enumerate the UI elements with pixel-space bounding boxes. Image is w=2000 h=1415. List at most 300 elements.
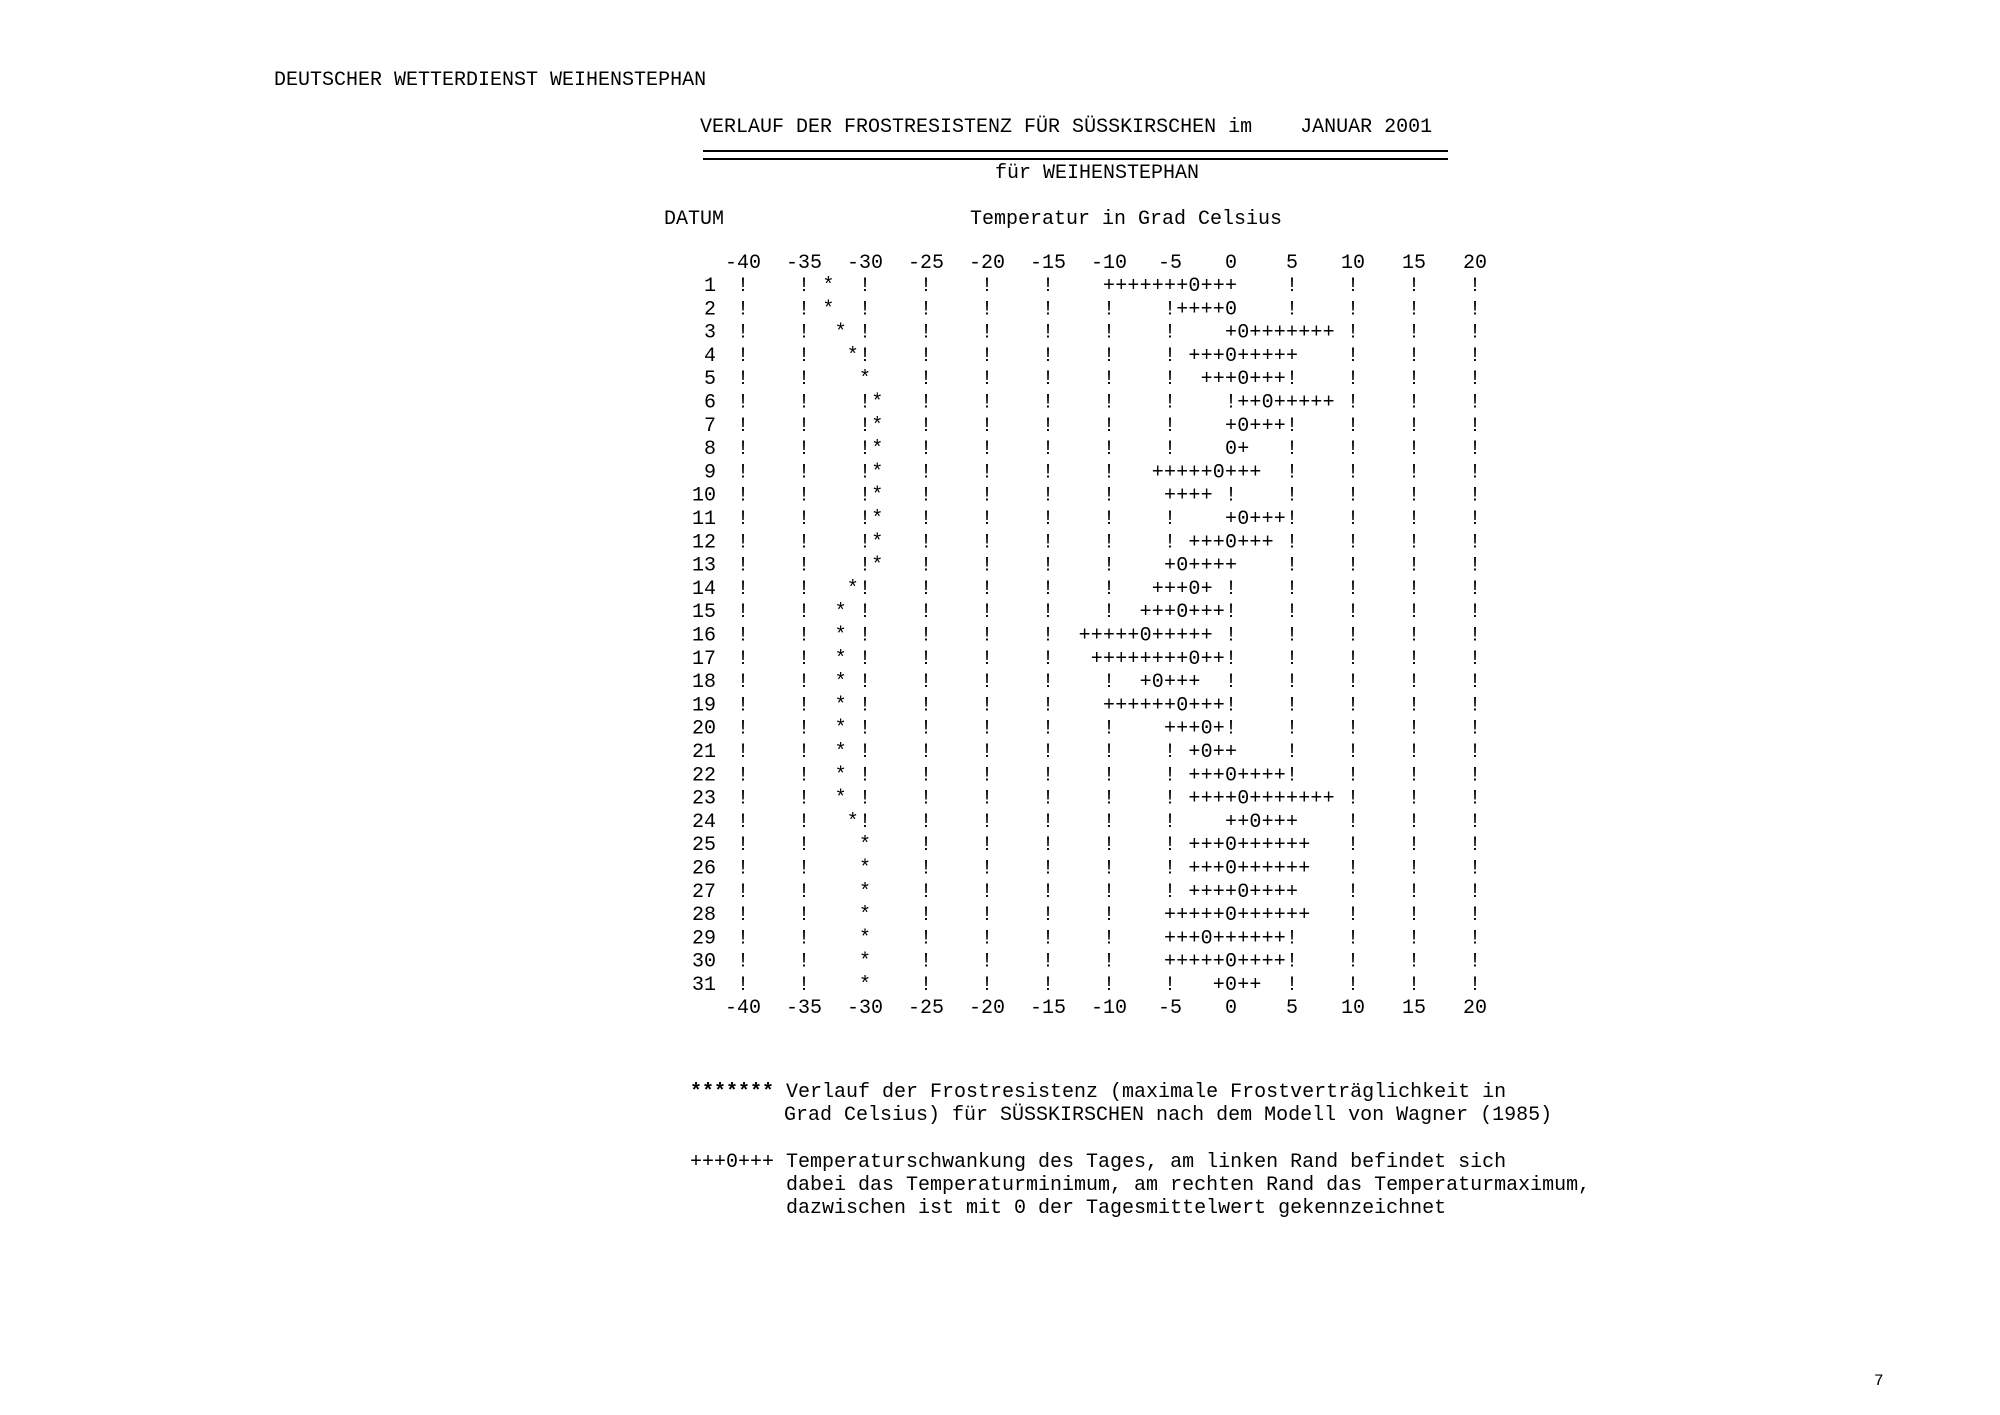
grid-marker: ! [1468, 414, 1482, 438]
day-label: 8 [703, 438, 716, 462]
temp-range-mark: + [1273, 857, 1286, 881]
x-tick-label-top: -15 [1029, 252, 1067, 275]
temp-range-mark: + [1237, 904, 1250, 928]
temp-range-mark: + [1273, 787, 1286, 811]
grid-marker: ! [736, 577, 750, 601]
grid-marker: ! [919, 904, 933, 928]
grid-marker: ! [858, 624, 872, 648]
grid-marker: ! [1346, 927, 1360, 951]
grid-marker: ! [1285, 764, 1299, 788]
temp-range-mark: + [1200, 484, 1213, 508]
grid-marker: ! [736, 484, 750, 508]
day-label: 16 [691, 624, 716, 648]
day-label: 15 [691, 601, 716, 625]
temp-range-mark: + [1212, 717, 1225, 741]
grid-marker: ! [858, 787, 872, 811]
x-tick-label-top: -20 [968, 252, 1006, 275]
x-tick-label-bottom: -5 [1157, 997, 1183, 1020]
day-label: 6 [703, 391, 716, 415]
temp-mean-point: 0 [1224, 950, 1238, 974]
grid-marker: ! [980, 438, 994, 462]
grid-marker: ! [1346, 508, 1360, 531]
grid-marker: ! [1346, 810, 1360, 834]
temp-mean-point: 0 [1176, 694, 1189, 718]
grid-marker: ! [797, 834, 811, 858]
x-tick-label-bottom: 10 [1340, 997, 1366, 1020]
x-tick-label-bottom: 0 [1224, 997, 1238, 1020]
temp-range-mark: + [1298, 904, 1311, 928]
grid-marker: ! [1102, 787, 1116, 811]
grid-marker: ! [797, 624, 811, 648]
temp-range-mark: + [1322, 391, 1335, 415]
grid-marker: ! [1407, 391, 1421, 415]
temp-mean-point: 0 [1237, 414, 1250, 438]
temp-range-mark: + [1188, 741, 1201, 764]
x-tick-label-top: -35 [785, 252, 823, 275]
grid-marker: ! [1041, 694, 1055, 718]
grid-marker: ! [1102, 508, 1116, 531]
grid-marker: ! [1346, 717, 1360, 741]
grid-marker: ! [1163, 834, 1177, 858]
temp-mean-point: 0 [1188, 577, 1201, 601]
grid-marker: ! [858, 298, 872, 322]
grid-marker: ! [919, 414, 933, 438]
temp-mean-point: 0 [1200, 717, 1213, 741]
legend-temperature-text-1: Temperaturschwankung des Tages, am linken Rand befindet sich [786, 1151, 1507, 1174]
temp-range-mark: + [1237, 857, 1250, 881]
grid-marker: ! [1285, 671, 1299, 695]
temp-range-mark: + [1261, 810, 1274, 834]
grid-marker: ! [1285, 508, 1299, 531]
x-axis-title: Temperatur in Grad Celsius [970, 208, 1283, 231]
temp-range-mark: + [1115, 275, 1128, 298]
temp-range-mark: + [1176, 577, 1189, 601]
temp-range-mark: + [1200, 298, 1213, 322]
temp-range-mark: + [1224, 554, 1238, 578]
temp-range-mark: + [1237, 438, 1250, 462]
grid-marker: ! [797, 764, 811, 788]
grid-marker: ! [797, 484, 811, 508]
grid-marker: ! [1407, 647, 1421, 671]
temp-range-mark: + [1285, 857, 1299, 881]
temp-range-mark: + [1163, 904, 1177, 928]
frost-resistance-point: * [834, 624, 847, 648]
temp-range-mark: + [1322, 321, 1335, 345]
day-label: 23 [691, 787, 716, 811]
day-label: 25 [691, 834, 716, 858]
grid-marker: ! [797, 927, 811, 951]
temp-mean-point: 0 [1188, 275, 1201, 298]
grid-marker: ! [1041, 950, 1055, 974]
frost-resistance-point: * [846, 344, 859, 368]
grid-marker: ! [1163, 857, 1177, 881]
grid-marker: ! [797, 344, 811, 368]
temp-range-mark: + [1298, 391, 1311, 415]
x-tick-label-top: -10 [1090, 252, 1128, 275]
day-label: 22 [691, 764, 716, 788]
temp-range-mark: + [1261, 927, 1274, 951]
grid-marker: ! [1041, 904, 1055, 928]
grid-marker: ! [1468, 484, 1482, 508]
grid-marker: ! [980, 414, 994, 438]
grid-marker: ! [736, 671, 750, 695]
temp-range-mark: + [1200, 601, 1213, 625]
temp-range-mark: + [1261, 321, 1274, 345]
grid-marker: ! [980, 624, 994, 648]
temp-range-mark: + [1139, 671, 1152, 695]
temp-range-mark: + [1115, 647, 1128, 671]
grid-marker: ! [1163, 764, 1177, 788]
temp-range-mark: + [1163, 577, 1177, 601]
grid-marker: ! [1041, 321, 1055, 345]
grid-marker: ! [919, 344, 933, 368]
grid-marker: ! [980, 810, 994, 834]
grid-marker: ! [1041, 671, 1055, 695]
grid-marker: ! [1163, 508, 1177, 531]
grid-marker: ! [919, 601, 933, 625]
x-tick-label-top: -25 [907, 252, 945, 275]
temp-range-mark: + [1224, 321, 1238, 345]
grid-marker: ! [1346, 368, 1360, 392]
temp-range-mark: + [1200, 344, 1213, 368]
grid-marker: ! [1285, 601, 1299, 625]
temp-range-mark: + [1188, 950, 1201, 974]
grid-marker: ! [797, 694, 811, 718]
grid-marker: ! [1285, 438, 1299, 462]
grid-marker: ! [1285, 531, 1299, 555]
grid-marker: ! [1407, 577, 1421, 601]
grid-marker: ! [1041, 764, 1055, 788]
day-label: 24 [691, 810, 716, 834]
day-label: 7 [703, 414, 716, 438]
grid-marker: ! [797, 531, 811, 555]
temp-range-mark: + [1249, 857, 1262, 881]
day-label: 1 [703, 275, 716, 298]
frost-resistance-point: * [846, 810, 859, 834]
grid-marker: ! [1407, 368, 1421, 392]
grid-marker: ! [797, 368, 811, 392]
temp-range-mark: + [1176, 927, 1189, 951]
grid-marker: ! [858, 438, 872, 462]
grid-marker: ! [980, 741, 994, 764]
x-tick-label-bottom: 20 [1462, 997, 1488, 1020]
grid-marker: ! [1041, 647, 1055, 671]
grid-marker: ! [980, 391, 994, 415]
temp-range-mark: + [1237, 531, 1250, 555]
grid-marker: ! [1102, 577, 1116, 601]
temp-range-mark: + [1188, 880, 1201, 904]
grid-marker: ! [1102, 764, 1116, 788]
grid-marker: ! [1407, 438, 1421, 462]
grid-marker: ! [980, 647, 994, 671]
frost-resistance-point: * [858, 974, 872, 997]
grid-marker: ! [980, 764, 994, 788]
temp-range-mark: + [1212, 344, 1225, 368]
frost-resistance-point: * [871, 484, 884, 508]
grid-marker: ! [858, 344, 872, 368]
temp-range-mark: + [1200, 275, 1213, 298]
temp-range-mark: + [1212, 834, 1225, 858]
temp-range-mark: + [1310, 321, 1323, 345]
temp-range-mark: + [1310, 787, 1323, 811]
grid-marker: ! [858, 577, 872, 601]
temp-range-mark: + [1151, 275, 1164, 298]
frost-resistance-point: * [858, 904, 872, 928]
temp-range-mark: + [1212, 764, 1225, 788]
frost-resistance-point: * [858, 368, 872, 392]
grid-marker: ! [1346, 857, 1360, 881]
grid-marker: ! [1407, 484, 1421, 508]
grid-marker: ! [1346, 438, 1360, 462]
grid-marker: ! [1102, 554, 1116, 578]
temp-range-mark: + [1261, 787, 1274, 811]
x-tick-label-bottom: 15 [1401, 997, 1427, 1020]
grid-marker: ! [797, 461, 811, 485]
temp-range-mark: + [1273, 880, 1286, 904]
frost-resistance-point: * [858, 950, 872, 974]
temp-range-mark: + [1139, 694, 1152, 718]
temp-range-mark: + [1249, 461, 1262, 485]
grid-marker: ! [1468, 624, 1482, 648]
grid-marker: ! [1285, 741, 1299, 764]
grid-marker: ! [797, 880, 811, 904]
temp-range-mark: + [1249, 344, 1262, 368]
grid-marker: ! [980, 275, 994, 298]
temp-range-mark: + [1261, 508, 1274, 531]
grid-marker: ! [1407, 461, 1421, 485]
grid-marker: ! [1041, 391, 1055, 415]
frost-resistance-point: * [846, 577, 859, 601]
temp-range-mark: + [1298, 787, 1311, 811]
day-label: 10 [691, 484, 716, 508]
temp-range-mark: + [1102, 624, 1116, 648]
grid-marker: ! [1041, 857, 1055, 881]
x-tick-label-bottom: -20 [968, 997, 1006, 1020]
temp-range-mark: + [1212, 787, 1225, 811]
frost-resistance-point: * [871, 414, 884, 438]
grid-marker: ! [797, 974, 811, 997]
grid-marker: ! [1285, 647, 1299, 671]
temp-range-mark: + [1127, 647, 1140, 671]
day-label: 14 [691, 577, 716, 601]
temp-range-mark: + [1200, 554, 1213, 578]
grid-marker: ! [1041, 461, 1055, 485]
page-number: 7 [1874, 1372, 1884, 1390]
temp-range-mark: + [1200, 857, 1213, 881]
grid-marker: ! [1102, 414, 1116, 438]
frost-resistance-point: * [834, 647, 847, 671]
x-tick-label-bottom: -25 [907, 997, 945, 1020]
x-tick-label-top: 15 [1401, 252, 1427, 275]
temp-range-mark: + [1188, 624, 1201, 648]
frost-resistance-point: * [871, 554, 884, 578]
frost-resistance-point: * [834, 321, 847, 345]
temp-range-mark: + [1212, 741, 1225, 764]
temp-range-mark: + [1127, 694, 1140, 718]
temp-range-mark: + [1273, 927, 1286, 951]
grid-marker: ! [1102, 531, 1116, 555]
frost-resistance-point: * [871, 438, 884, 462]
grid-marker: ! [797, 391, 811, 415]
grid-marker: ! [1041, 577, 1055, 601]
temp-range-mark: + [1212, 927, 1225, 951]
grid-marker: ! [1041, 810, 1055, 834]
temp-range-mark: + [1261, 764, 1274, 788]
grid-marker: ! [736, 927, 750, 951]
temp-range-mark: + [1188, 834, 1201, 858]
grid-marker: ! [1468, 508, 1482, 531]
grid-marker: ! [797, 717, 811, 741]
x-tick-label-bottom: 5 [1285, 997, 1299, 1020]
grid-marker: ! [1468, 321, 1482, 345]
temp-range-mark: + [1176, 484, 1189, 508]
grid-marker: ! [980, 484, 994, 508]
grid-marker: ! [736, 344, 750, 368]
temp-range-mark: + [1298, 857, 1311, 881]
grid-marker: ! [1407, 880, 1421, 904]
temp-range-mark: + [1176, 671, 1189, 695]
grid-marker: ! [919, 647, 933, 671]
temp-range-mark: + [1163, 275, 1177, 298]
grid-marker: ! [1041, 601, 1055, 625]
grid-marker: ! [1346, 414, 1360, 438]
frost-resistance-point: * [822, 275, 835, 298]
grid-marker: ! [919, 857, 933, 881]
grid-marker: ! [1163, 787, 1177, 811]
grid-marker: ! [736, 787, 750, 811]
temp-range-mark: + [1285, 787, 1299, 811]
temp-range-mark: + [1188, 484, 1201, 508]
legend-temperature-text-2: dabei das Temperaturminimum, am rechten Rand das Temperaturmaximum, [786, 1174, 1591, 1197]
temp-range-mark: + [1273, 950, 1286, 974]
day-label: 17 [691, 647, 716, 671]
frost-resistance-point: * [834, 671, 847, 695]
grid-marker: ! [1041, 927, 1055, 951]
grid-marker: ! [1407, 834, 1421, 858]
grid-marker: ! [1346, 950, 1360, 974]
grid-marker: ! [736, 647, 750, 671]
temp-range-mark: + [1273, 764, 1286, 788]
temp-range-mark: + [1200, 694, 1213, 718]
grid-marker: ! [1041, 344, 1055, 368]
temp-range-mark: + [1176, 717, 1189, 741]
grid-marker: ! [1285, 717, 1299, 741]
grid-marker: ! [919, 531, 933, 555]
grid-marker: ! [736, 624, 750, 648]
grid-marker: ! [797, 810, 811, 834]
grid-marker: ! [1102, 344, 1116, 368]
temp-range-mark: + [1188, 927, 1201, 951]
grid-marker: ! [736, 834, 750, 858]
grid-marker: ! [1468, 834, 1482, 858]
temp-range-mark: + [1224, 880, 1238, 904]
temp-range-mark: + [1273, 904, 1286, 928]
grid-marker: ! [1285, 974, 1299, 997]
temp-range-mark: + [1249, 927, 1262, 951]
grid-marker: ! [797, 904, 811, 928]
grid-marker: ! [1407, 601, 1421, 625]
x-tick-label-bottom: -35 [785, 997, 823, 1020]
grid-marker: ! [919, 974, 933, 997]
temp-range-mark: + [1273, 321, 1286, 345]
temp-mean-point: 0 [1224, 904, 1238, 928]
grid-marker: ! [736, 880, 750, 904]
x-tick-label-top: 20 [1462, 252, 1488, 275]
frost-resistance-point: * [834, 601, 847, 625]
temp-range-mark: + [1151, 694, 1164, 718]
grid-marker: ! [1163, 438, 1177, 462]
grid-marker: ! [1041, 880, 1055, 904]
temp-range-mark: + [1176, 275, 1189, 298]
temp-range-mark: + [1163, 927, 1177, 951]
grid-marker: ! [980, 834, 994, 858]
temp-range-mark: + [1115, 624, 1128, 648]
grid-marker: ! [1407, 950, 1421, 974]
temp-range-mark: + [1200, 368, 1213, 392]
temp-range-mark: + [1273, 414, 1286, 438]
day-label: 27 [691, 880, 716, 904]
grid-marker: ! [797, 508, 811, 531]
temp-range-mark: + [1237, 391, 1250, 415]
grid-marker: ! [1041, 438, 1055, 462]
x-tick-label-top: -40 [724, 252, 762, 275]
grid-marker: ! [1468, 694, 1482, 718]
temp-range-mark: + [1102, 694, 1116, 718]
temp-range-mark: + [1249, 531, 1262, 555]
grid-marker: ! [1041, 717, 1055, 741]
grid-marker: ! [1346, 461, 1360, 485]
grid-marker: ! [1041, 624, 1055, 648]
temp-range-mark: + [1212, 368, 1225, 392]
grid-marker: ! [1346, 904, 1360, 928]
temp-range-mark: + [1188, 601, 1201, 625]
temp-range-mark: + [1151, 601, 1164, 625]
x-tick-label-bottom: -15 [1029, 997, 1067, 1020]
temp-range-mark: + [1224, 414, 1238, 438]
day-label: 19 [691, 694, 716, 718]
frost-resistance-point: * [858, 834, 872, 858]
grid-marker: ! [919, 368, 933, 392]
grid-marker: ! [736, 857, 750, 881]
grid-marker: ! [1468, 810, 1482, 834]
grid-marker: ! [1468, 577, 1482, 601]
grid-marker: ! [1468, 647, 1482, 671]
temp-mean-point: 0 [1224, 764, 1238, 788]
grid-marker: ! [1407, 741, 1421, 764]
frost-resistance-point: * [834, 764, 847, 788]
temp-range-mark: + [1237, 461, 1250, 485]
frost-resistance-point: * [871, 531, 884, 555]
grid-marker: ! [1468, 438, 1482, 462]
temp-range-mark: + [1188, 857, 1201, 881]
temp-range-mark: + [1163, 554, 1177, 578]
grid-marker: ! [919, 834, 933, 858]
grid-marker: ! [736, 950, 750, 974]
grid-marker: ! [1468, 857, 1482, 881]
grid-marker: ! [1102, 601, 1116, 625]
temp-range-mark: + [1212, 904, 1225, 928]
grid-marker: ! [1041, 974, 1055, 997]
temp-range-mark: + [1200, 647, 1213, 671]
temp-range-mark: + [1127, 275, 1140, 298]
temp-range-mark: + [1273, 391, 1286, 415]
frost-resistance-point: * [858, 927, 872, 951]
grid-marker: ! [1468, 880, 1482, 904]
grid-marker: ! [1468, 461, 1482, 485]
grid-marker: ! [919, 950, 933, 974]
temp-mean-point: 0 [1200, 741, 1213, 764]
temp-range-mark: + [1249, 368, 1262, 392]
